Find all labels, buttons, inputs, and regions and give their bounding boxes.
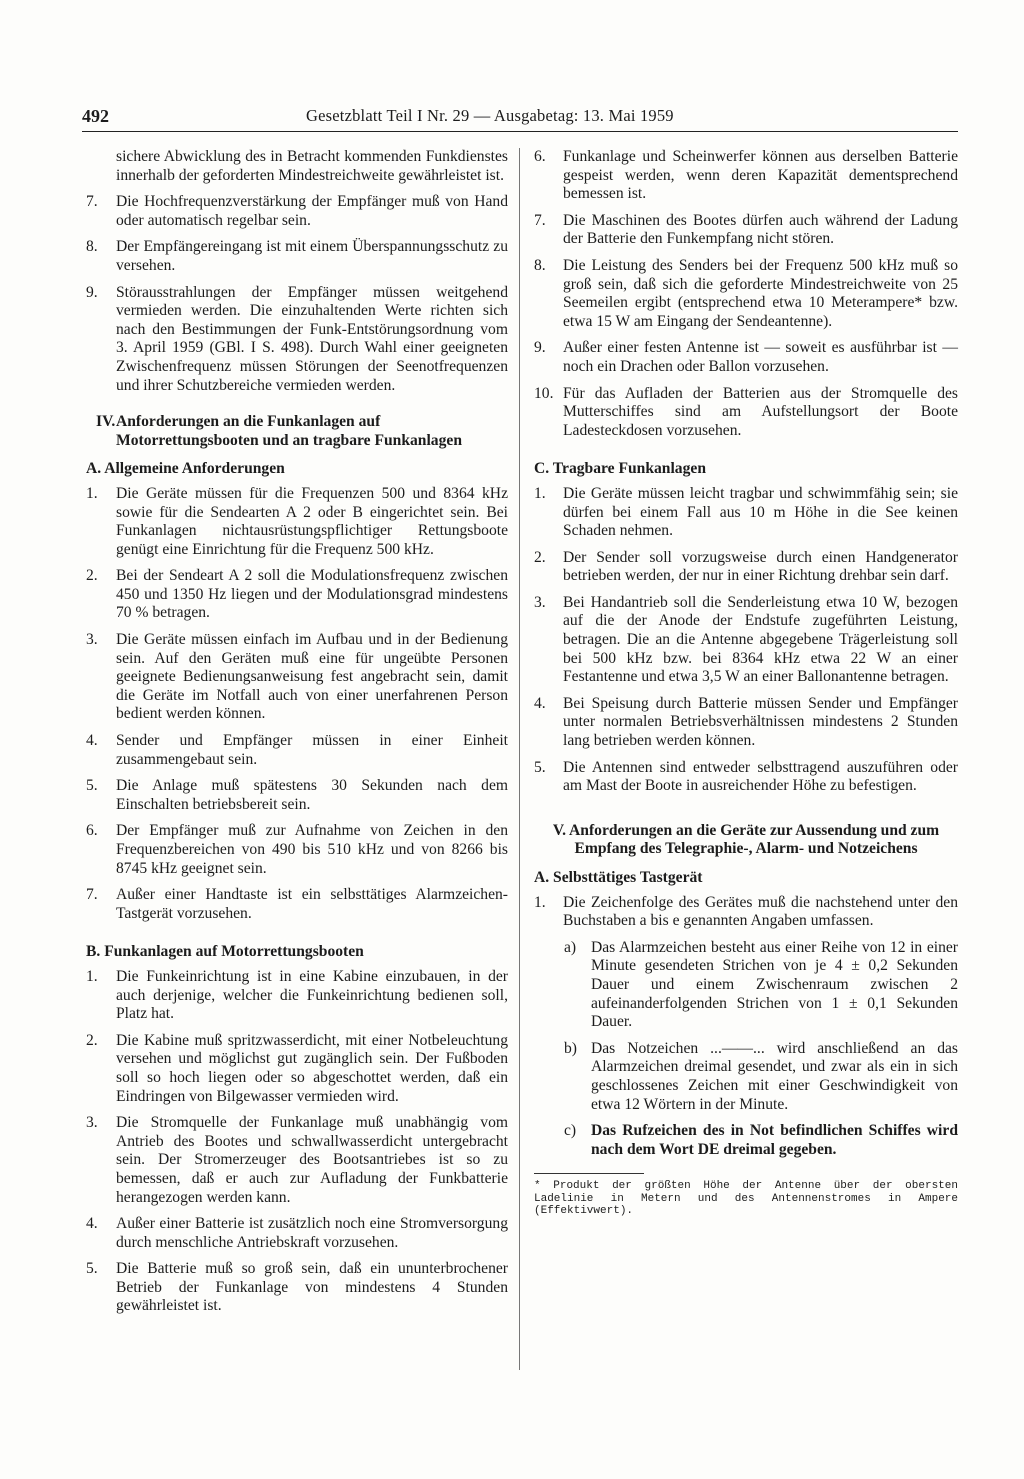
sub-item-text: Das Rufzeichen des in Not befindlichen Schiffes wird nach dem Wort DE dreimal gegeben.	[591, 1122, 958, 1158]
list-item	[534, 759, 958, 796]
item-text: Die Batterie muß so groß sein, daß ein ununterbrochener Betrieb der Funkanlage von mindestens 4 Stunden gewährleistet ist.	[116, 1260, 508, 1315]
sub-item	[534, 1040, 958, 1114]
item-text: Die Leistung des Senders bei der Frequenz 500 kHz muß so groß sein, daß sich die geforderte Mindestreichweite von 25 Seemeilen ergibt (entsprechend etwa 10 Meterampere* bzw. etwa 15 W am Eingang der Sendeantenne).	[563, 256, 958, 330]
footnote-rule	[534, 1173, 644, 1174]
list-item	[86, 968, 508, 1024]
item-text: Der Empfängereingang ist mit einem Überspannungsschutz zu versehen.	[116, 238, 508, 274]
item-number: 7.	[86, 886, 98, 904]
item-text: Außer einer Handtaste ist ein selbsttätiges Alarmzeichen-Tastgerät vorzusehen.	[116, 886, 508, 922]
list-item	[86, 485, 508, 559]
section-v-heading: V. Anforderungen an die Geräte zur Aussendung und zum Empfang des Telegraphie-, Alarm- und Notzeichens	[552, 821, 940, 858]
intro-paragraph: sichere Abwicklung des in Betracht kommenden Funkdienstes innerhalb der geforderten Mindestreichweite gewährleistet ist.	[116, 148, 508, 184]
item-number: 5.	[86, 777, 98, 795]
item-number: 9.	[86, 283, 98, 301]
item-number: 10.	[534, 384, 554, 402]
list-item	[86, 777, 508, 814]
section-number: IV.	[96, 413, 116, 431]
item-text: Bei der Sendeart A 2 soll die Modulationsfrequenz zwischen 450 und 1350 Hz liegen und der Modulationsgrad mindestens 70 % betragen.	[116, 567, 508, 622]
item-number: 3.	[86, 631, 98, 649]
item-number: 2.	[86, 1031, 98, 1049]
list-item	[86, 732, 508, 769]
list-item	[534, 695, 958, 751]
list-item	[534, 148, 958, 204]
list-item	[86, 1032, 508, 1106]
column-divider	[519, 148, 520, 1370]
list-item	[534, 212, 958, 249]
page-number: 492	[82, 106, 109, 126]
list-item	[534, 257, 958, 331]
item-number: 3.	[534, 593, 546, 611]
item-number: 1.	[86, 967, 98, 985]
item-text: Die Zeichenfolge des Gerätes muß die nachstehend unter den Buchstaben a bis e genannten Angaben umfassen.	[563, 893, 958, 930]
section-c-heading: C. Tragbare Funkanlagen	[534, 460, 706, 478]
item-text: Der Empfänger muß zur Aufnahme von Zeichen in den Frequenzbereichen von 490 bis 510 kHz und von 8266 bis 8745 kHz geeignet sein.	[116, 822, 508, 877]
item-text: Für das Aufladen der Batterien aus der Stromquelle des Mutterschiffes sind am Aufstellungsort der Boote Ladesteckdosen vorzusehen.	[563, 384, 958, 439]
sub-item	[534, 1122, 958, 1159]
list-item	[534, 549, 958, 586]
item-number: 3.	[86, 1114, 98, 1132]
item-text: Funkanlage und Scheinwerfer können aus derselben Batterie gespeist werden, wenn deren Kapazität dementsprechend bemessen ist.	[563, 148, 958, 203]
section-b-heading: B. Funkanlagen auf Motorrettungsbooten	[86, 943, 364, 961]
item-number: 9.	[534, 339, 546, 357]
item-text: Die Hochfrequenzverstärkung der Empfänger muß von Hand oder automatisch regelbar sein.	[116, 193, 508, 229]
footnote: * Produkt der größten Höhe der Antenne über der obersten Ladelinie in Metern und des Antennenstromes in Ampere (Effektivwert).	[534, 1180, 958, 1218]
running-header: Gesetzblatt Teil I Nr. 29 — Ausgabetag: 13. Mai 1959	[306, 106, 674, 125]
sub-item-letter: b)	[564, 1039, 577, 1057]
list-item	[86, 886, 508, 923]
item-text: Bei Speisung durch Batterie müssen Sender und Empfänger unter normalen Betriebsverhältnissen mindestens 2 Stunden lang betrieben werden können.	[563, 694, 958, 750]
sub-item-text: Das Alarmzeichen besteht aus einer Reihe von 12 in einer Minute gesendeten Strichen von je 4 ± 0,2 Sekunden Dauer und einem Zwischenraum zwischen 2 aufeinanderfolgenden Strichen von 1 ± 0,1 Sekunden Dauer.	[591, 938, 958, 1031]
right-column	[534, 148, 958, 1218]
header-rule	[82, 131, 958, 132]
item-text: Die Antennen sind entweder selbsttragend auszuführen oder am Mast der Boote in ausreichender Höhe zu befestigen.	[563, 758, 958, 795]
sub-item-letter: a)	[564, 938, 577, 956]
sub-item-letter: c)	[564, 1122, 577, 1140]
item-number: 4.	[86, 732, 98, 750]
item-number: 7.	[534, 211, 546, 229]
item-number: 2.	[86, 567, 98, 585]
item-number: 4.	[534, 694, 546, 712]
item-number: 8.	[86, 238, 98, 256]
list-item	[86, 193, 508, 230]
list-item	[534, 594, 958, 687]
item-text: Die Anlage muß spätestens 30 Sekunden nach dem Einschalten betriebsbereit sein.	[116, 777, 508, 813]
item-text: Außer einer Batterie ist zusätzlich noch eine Stromversorgung durch menschliche Antriebskraft vorzusehen.	[116, 1215, 508, 1251]
list-item	[86, 1260, 508, 1316]
item-number: 5.	[534, 758, 546, 776]
list-item	[86, 238, 508, 275]
section-va-heading: A. Selbsttätiges Tastgerät	[534, 869, 703, 886]
item-number: 2.	[534, 548, 546, 566]
item-text: Störausstrahlungen der Empfänger müssen weitgehend vermieden werden. Die einzuhaltenden Werte richten sich nach den Bestimmungen der Funk-Entstörungsordnung vom 3. April 1959 (GBl. I S. 498). Durch Wahl einer geeigneten Zwischenfrequenz müssen Störungen der Seenotfrequenzen und ihrer Schutzbereiche vermieden werden.	[116, 283, 508, 394]
item-text: Die Maschinen des Bootes dürfen auch während der Ladung der Batterie den Funkempfang nicht stören.	[563, 211, 958, 248]
item-number: 6.	[534, 148, 546, 165]
item-text: Sender und Empfänger müssen in einer Einheit zusammengebaut sein.	[116, 732, 508, 768]
list-item	[86, 1215, 508, 1252]
list-item	[86, 822, 508, 878]
item-text: Die Geräte müssen leicht tragbar und schwimmfähig sein; sie dürfen bei einem Fall aus 10 m Höhe in die See keinen Schaden nehmen.	[563, 484, 958, 540]
item-number: 8.	[534, 256, 546, 274]
list-item	[534, 385, 958, 441]
list-item	[86, 1114, 508, 1207]
item-number: 5.	[86, 1260, 98, 1278]
section-iv-heading	[86, 413, 508, 450]
item-number: 6.	[86, 822, 98, 840]
item-text: Der Sender soll vorzugsweise durch einen Handgenerator betrieben werden, der nur in einer Richtung drehbar sein darf.	[563, 548, 958, 585]
item-number: 7.	[86, 193, 98, 211]
item-text: Die Stromquelle der Funkanlage muß unabhängig vom Antrieb des Bootes und schwallwasserdicht untergebracht sein. Der Stromerzeuger des Bootsantriebes ist so zu bemessen, daß er auch zur Aufladung der Funkbatterie herangezogen werden kann.	[116, 1114, 508, 1206]
item-number: 4.	[86, 1215, 98, 1233]
item-text: Die Geräte müssen einfach im Aufbau und in der Bedienung sein. Auf den Geräten muß eine für ungeübte Personen geeignete Bedienungsanweisung fest angebracht sein, damit die Geräte im Notfall auch von einer unerfahrenen Person bedient werden können.	[116, 631, 508, 723]
sub-item-text: Das Notzeichen ...——... wird anschließend an das Alarmzeichen dreimal gesendet, und zwar als ein in sich geschlossenes Zeichen mit einer Geschwindigkeit von etwa 12 Wörtern in der Minute.	[591, 1039, 958, 1113]
list-item	[534, 339, 958, 376]
item-number: 1.	[534, 893, 546, 911]
section-title: Anforderungen an die Funkanlagen auf Motorrettungsbooten und an tragbare Funkanlagen	[116, 413, 462, 449]
list-item	[534, 894, 958, 931]
item-number: 1.	[86, 484, 98, 502]
list-item	[86, 567, 508, 623]
list-item	[534, 485, 958, 541]
item-text: Die Funkeinrichtung ist in eine Kabine einzubauen, in der auch derjenige, welcher die Funkeinrichtung bedienen soll, Platz hat.	[116, 967, 508, 1023]
item-text: Bei Handantrieb soll die Senderleistung etwa 10 W, bezogen auf die der Anode der Endstufe zugeführten Leistung, betragen. Die an die Antenne abgegebene Trägerleistung soll bei 500 kHz bzw. bei 8364 kHz etwa 22 W an einer Festantenne und etwa 3,5 W an einer Ballonantenne betragen.	[563, 593, 958, 686]
list-item	[86, 284, 508, 396]
left-column	[86, 148, 508, 1324]
item-number: 1.	[534, 484, 546, 502]
section-a-heading: A. Allgemeine Anforderungen	[86, 460, 285, 478]
list-item	[86, 631, 508, 724]
item-text: Die Kabine muß spritzwasserdicht, mit einer Notbeleuchtung versehen und möglichst gut zugänglich sein. Der Fußboden soll so hoch liegen oder so abgeschottet werden, daß ein Eindringen von Bilgewasser vermieden wird.	[116, 1031, 508, 1105]
sub-item	[534, 939, 958, 1032]
item-text: Außer einer festen Antenne ist — soweit es ausführbar ist — noch ein Drachen oder Ballon vorzusehen.	[563, 339, 958, 375]
item-text: Die Geräte müssen für die Frequenzen 500 und 8364 kHz sowie für die Sendearten A 2 oder B eingerichtet sein. Bei Funkanlagen nichtausrüstungspflichtiger Rettungsboote genügt eine Einrichtung für die Frequenz 500 kHz.	[116, 484, 508, 558]
